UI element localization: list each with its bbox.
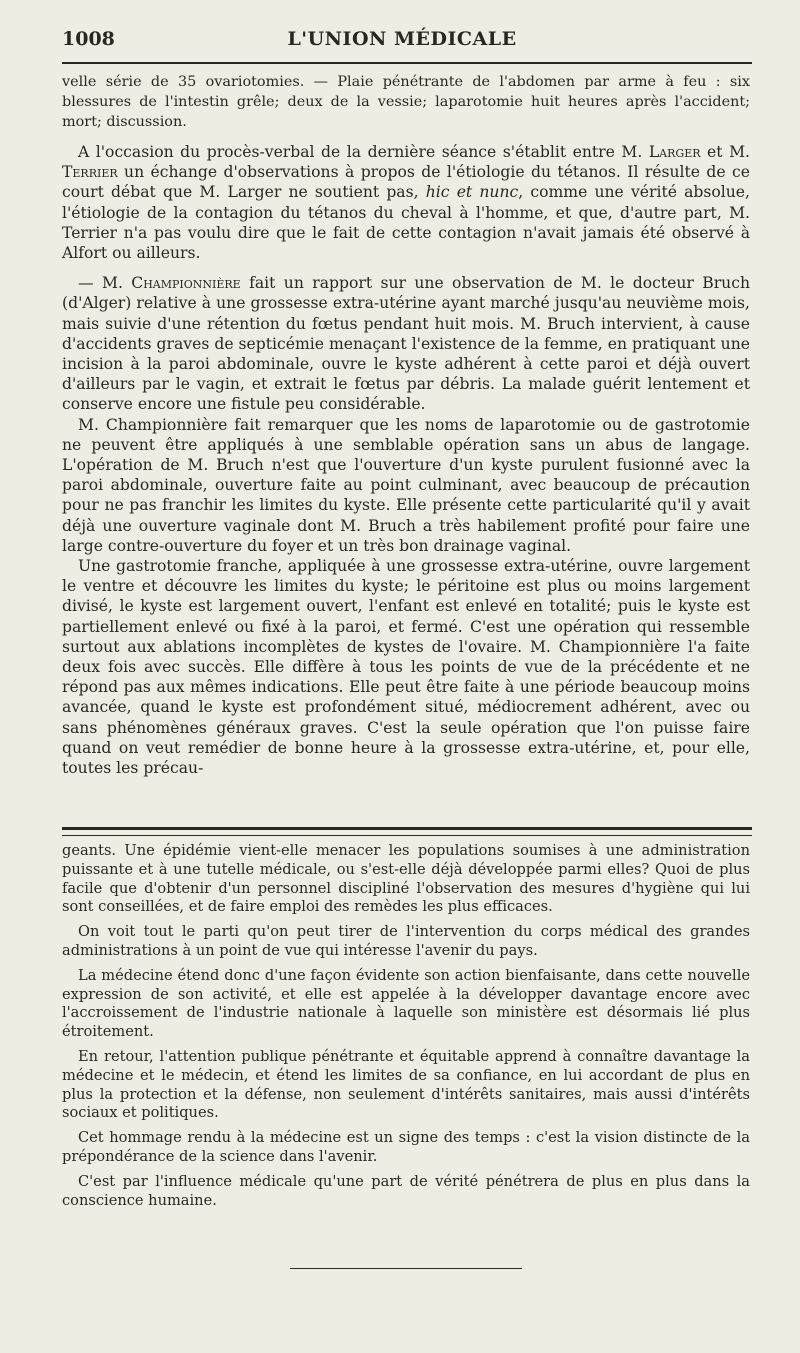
society-report-section — [62, 72, 750, 778]
paragraph: Cet hommage rendu à la médecine est un signe des temps : c'est la vision distincte de la prépondérance de la science dans l'avenir. — [62, 1129, 750, 1165]
latin-phrase: hic et nunc — [425, 183, 519, 202]
paragraph: C'est par l'influence médicale qu'une part de vérité pénétrera de plus en plus dans la conscience humaine. — [62, 1172, 750, 1209]
paragraph: A l'occasion du procès-verbal de la dernière séance s'établit entre M. Larger et M. Terrier un échange d'observations à propos de l'étiologie du tétanos. Il résulte de ce court débat que M. Larger ne soutient pas, hic et nunc, comme une vérité absolue, l'étiologie de la contagion du tétanos du cheval à l'homme, et que, d'autre part, M. Terrier n'a pas voulu dire que le fait de cette contagion n'avait jamais été observé à Alfort ou ailleurs. — [62, 143, 750, 263]
page-header — [62, 28, 742, 56]
paragraph: On voit tout le parti qu'on peut tirer de l'intervention du corps médical des grandes administrations à un point de vue qui intéresse l'avenir du pays. — [62, 923, 750, 959]
author-name: Terrier — [62, 163, 118, 182]
paragraph: La médecine étend donc d'une façon évidente son action bienfaisante, dans cette nouvelle expression de son activité, et elle est appelée à la développer davantage encore avec l'accroissement de l'industrie nationale à laquelle son ministère est désormais lié plus étroitement. — [62, 966, 750, 1041]
author-name: Larger — [648, 143, 701, 161]
header-rule — [62, 62, 752, 64]
paragraph: velle série de 35 ovariotomies. — Plaie pénétrante de l'abdomen par arme à feu : six blessures de l'intestin grêle; deux de la vessie; laparotomie huit heures après l'accident; mort; discussion. — [62, 74, 750, 130]
running-title: L'UNION MÉDICALE — [287, 28, 517, 50]
paragraph: — M. Championnière fait un rapport sur une observation de M. le docteur Bruch (d'Alger) relative à une grossesse extra-utérine ayant marché jusqu'au neuvième mois, mais suivie d'une rétention du fœtus pendant huit mois. M. Bruch intervient, à cause d'accidents graves de septicémie menaçant l'existence de la femme, en pratiquant une incision à la paroi abdominale, ouvre le kyste adhérent à cette paroi et déjà ouvert d'ailleurs par le vagin, et extrait le fœtus par débris. La malade guérit lentement et conserve encore une fistule peu considérable. — [62, 274, 750, 414]
paragraph: En retour, l'attention publique pénétrante et équitable apprend à connaître davantage la médecine et le médecin, et étend les limites de sa confiance, en lui accordant de plus en plus la protection et la défense, non seulement d'intérêts sanitaires, mais aussi d'intérêts sociaux et politiques. — [62, 1047, 750, 1122]
author-name: Championnière — [131, 274, 241, 293]
paragraph: Une gastrotomie franche, appliquée à une grossesse extra-utérine, ouvre largement le ventre et découvre les limites du kyste; le péritoine est plus ou moins largement divisé, le kyste est largement ouvert, l'enfant est enlevé en totalité; puis le kyste est partiellement enlevé ou fixé à la paroi, et fermé. C'est une opération qui ressemble surtout aux ablations incomplètes de kystes de l'ovaire. M. Championnière l'a faite deux fois avec succès. Elle diffère à tous les points de vue de la précédente et ne répond pas aux mêmes indications. Elle peut être faite à une période beaucoup moins avancée, quand le kyste est profondément situé, médiocrement adhérent, avec ou sans phénomènes généraux graves. C'est la seule opération que l'on puisse faire quand on veut remédier de bonne heure à la grossesse extra-utérine, et, pour elle, toutes les précau- — [62, 557, 750, 778]
section-divider — [62, 827, 752, 836]
page-number: 1008 — [62, 28, 115, 50]
end-rule — [290, 1268, 522, 1269]
paragraph: geants. Une épidémie vient-elle menacer les populations soumises à une administration puissante et à une tutelle médicale, ou s'est-elle déjà développée parmi elles? Quoi de plus facile que d'obtenir d'un personnel discipliné l'observation des mesures d'hygiène qui lui sont conseillées, et de faire emploi des remèdes les plus efficaces. — [62, 842, 750, 916]
paragraph: M. Championnière fait remarquer que les noms de laparotomie ou de gastrotomie ne peuvent être appliqués à une semblable opération sans un abus de langage. L'opération de M. Bruch n'est que l'ouverture d'un kyste purulent fusionné avec la paroi abdominale, ouverture faite au point culminant, avec beaucoup de précaution pour ne pas franchir les limites du kyste. Elle présente cette particularité qu'il y avait déjà une ouverture vaginale dont M. Bruch a très habilement profité pour faire une large contre-ouverture du foyer et un très bon drainage vaginal. — [62, 415, 750, 555]
feuilleton-section — [62, 842, 750, 1216]
